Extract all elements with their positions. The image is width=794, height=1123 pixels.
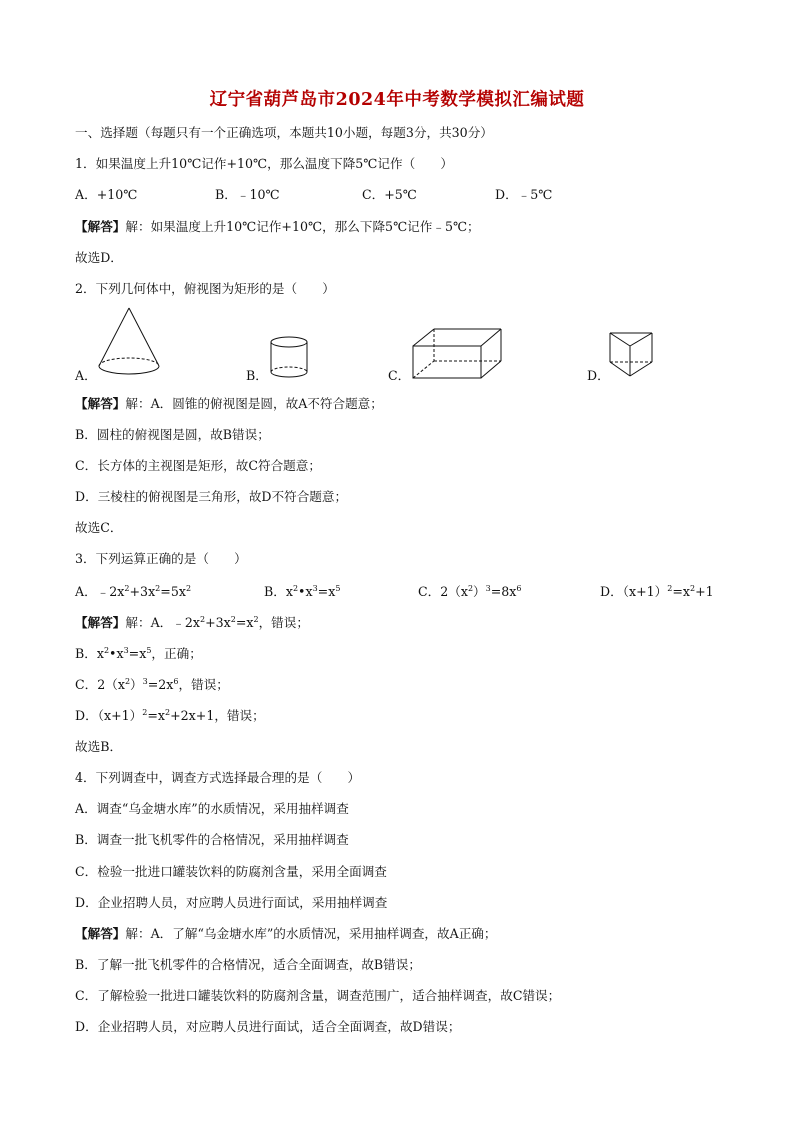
q1-option-d: D．﹣5℃ bbox=[495, 187, 553, 202]
q4-answer-b: B．了解一批飞机零件的合格情况，适合全面调查，故B错误； bbox=[75, 957, 421, 972]
q3-option-b: B．$x^2•x^3=x^5$ bbox=[264, 584, 341, 599]
q4-answer-d: D．企业招聘人员，对应聘人员进行面试，适合全面调查，故D错误； bbox=[75, 1019, 461, 1034]
q4-option-c: C．检验一批进口罐装饮料的防腐剂含量，采用全面调查 bbox=[75, 864, 387, 879]
q3-option-d: D．$(x+1)^2=x^2+1$ bbox=[600, 584, 714, 599]
q3-answer-b: B．$x^2•x^3=x^5$，正确； bbox=[75, 646, 202, 661]
q2-option-c-label: C． bbox=[388, 368, 411, 383]
q1-option-b: B．﹣10℃ bbox=[215, 187, 280, 202]
q2-answer-a bbox=[75, 396, 383, 412]
cone-icon bbox=[96, 306, 162, 378]
q2-answer-a-text: 解：A．圆锥的俯视图是圆，故A不符合题意； bbox=[125, 396, 383, 411]
q4-option-a: A．调查“乌金塘水库”的水质情况，采用抽样调查 bbox=[75, 801, 349, 816]
page-title: 辽宁省葫芦岛市2024年中考数学模拟汇编试题 bbox=[209, 90, 585, 110]
q3-answer-c: C．$2(x^2)^3=2x^6$，错误； bbox=[75, 677, 229, 692]
cuboid-icon bbox=[410, 326, 504, 382]
q2-answer-c: C．长方体的主视图是矩形，故C符合题意； bbox=[75, 458, 321, 473]
q1-stem: 1．如果温度上升10℃记作+10℃，那么温度下降5℃记作（ ） bbox=[75, 156, 453, 171]
answer-tag: 【解答】 bbox=[75, 219, 126, 234]
q4-option-d: D．企业招聘人员，对应聘人员进行面试，采用抽样调查 bbox=[75, 895, 388, 910]
triangular-prism-icon bbox=[606, 330, 656, 380]
q2-choice: 故选C． bbox=[75, 520, 123, 535]
q1-option-c: C．+5℃ bbox=[362, 187, 417, 202]
q1-answer bbox=[75, 219, 480, 235]
q3-option-c: C．$2(x^2)^3=8x^6$ bbox=[418, 584, 522, 599]
q2-stem: 2．下列几何体中，俯视图为矩形的是（ ） bbox=[75, 281, 335, 296]
q2-answer-d: D．三棱柱的俯视图是三角形，故D不符合题意； bbox=[75, 489, 348, 504]
q3-stem: 3．下列运算正确的是（ ） bbox=[75, 551, 247, 566]
cylinder-icon bbox=[268, 335, 310, 381]
q4-answer-a bbox=[75, 926, 496, 942]
q4-answer-a-text: 解：A．了解“乌金塘水库”的水质情况，采用抽样调查，故A正确； bbox=[125, 926, 497, 941]
q4-stem: 4．下列调查中，调查方式选择最合理的是（ ） bbox=[75, 770, 361, 785]
q4-answer-c: C．了解检验一批进口罐装饮料的防腐剂含量，调查范围广，适合抽样调查，故C错误； bbox=[75, 988, 561, 1003]
q3-choice: 故选B． bbox=[75, 739, 123, 754]
q1-choice: 故选D． bbox=[75, 250, 123, 265]
q2-option-a-label: A． bbox=[75, 368, 97, 383]
q3-answer-a: 【解答】解：A．$﹣2x^2+3x^2=x^2$，错误； bbox=[75, 615, 309, 630]
q4-option-b: B．调查一批飞机零件的合格情况，采用抽样调查 bbox=[75, 832, 349, 847]
answer-tag: 【解答】 bbox=[75, 396, 126, 411]
q3-option-a: A．$﹣2x^2+3x^2=5x^2$ bbox=[75, 584, 192, 599]
q2-option-d-label: D． bbox=[587, 368, 610, 383]
q2-option-b-label: B． bbox=[246, 368, 268, 383]
q1-answer-text: 解：如果温度上升10℃记作+10℃，那么下降5℃记作﹣5℃； bbox=[125, 219, 480, 234]
q3-answer-d: D．$(x+1)^2=x^2+2x+1$，错误； bbox=[75, 708, 265, 723]
q1-option-a: A．+10℃ bbox=[75, 187, 138, 202]
answer-tag: 【解答】 bbox=[75, 615, 126, 630]
answer-tag: 【解答】 bbox=[75, 926, 126, 941]
q2-answer-b: B．圆柱的俯视图是圆，故B错误； bbox=[75, 427, 270, 442]
section-heading: 一、选择题（每题只有一个正确选项，本题共10小题，每题3分，共30分） bbox=[75, 125, 493, 140]
